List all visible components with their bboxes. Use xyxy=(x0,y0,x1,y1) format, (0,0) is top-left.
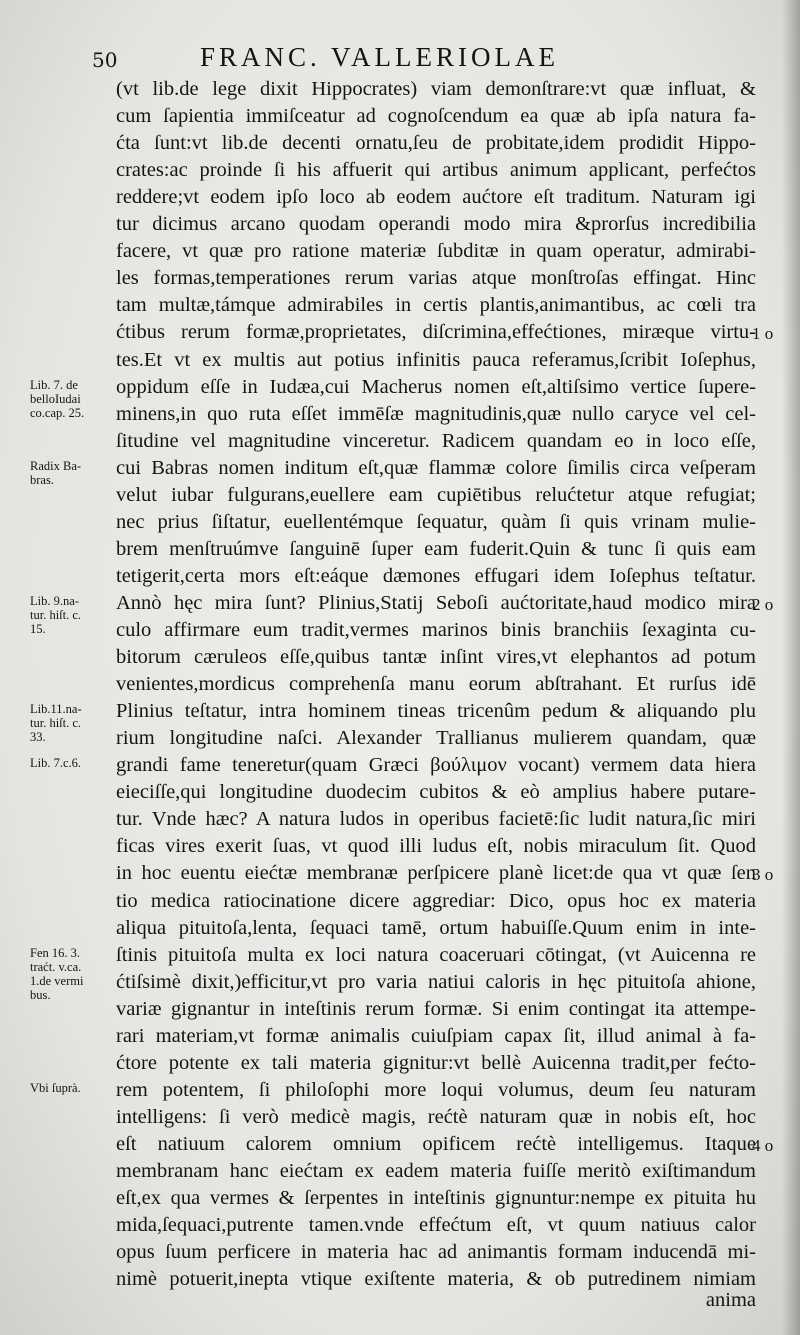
text-line: aliqua pituitoſa,lenta, ſequaci tamē, ortum habuiſſe.Quum enim in inte- xyxy=(116,916,756,939)
text-line: eſt natiuum calorem omnium opificem rećtè intelligemus. Itaque xyxy=(116,1132,756,1155)
text-line: Plinius teſtatur, intra hominem tineas tricenûm pedum & aliquando plu xyxy=(116,700,756,723)
margin-note: Lib. 7.c.6. xyxy=(30,756,82,771)
text-line: rium longitudine naſci. Alexander Trallianus mulierem quandam, quæ xyxy=(116,727,756,750)
text-line: reddere;vt eodem ipſo loco ab eodem aućtore eſt traditum. Naturam igi xyxy=(116,186,756,209)
page-number: 50 xyxy=(92,48,118,72)
text-line: culo affirmare eum tradit,vermes marinos binis branchiis ſexaginta cu- xyxy=(116,619,756,641)
line-number: 3 o xyxy=(752,865,774,885)
text-line: in hoc euentu eiećtæ membranæ perſpicere planè licet:de qua vt quæ ſen xyxy=(116,862,756,885)
text-line: tam multæ,támque admirabiles in certis plantis,animantibus, ac cœli tra xyxy=(116,294,756,317)
margin-note: Lib. 9.na- tur. hiſt. c. 15. xyxy=(30,593,82,636)
text-line: minens,in quo ruta eſſet immēſæ magnitudinis,quæ nullo caryce vel cel- xyxy=(116,402,756,425)
text-line: tetigerit,certa mors eſt:eáque dæmones effugari idem Ioſephus teſtatur. xyxy=(116,564,756,587)
text-line: ficas vires exerit ſuas, vt quod illi ludus eſt, nobis miraculum ſit. Quod xyxy=(116,835,756,858)
text-line: rari materiam,vt formæ animalis cuiuſpiam capax ſit, illud animal à fa- xyxy=(116,1024,756,1047)
catchword: anima xyxy=(705,1289,756,1312)
text-line: rem potentem, ſi philoſophi more loqui volumus, deum ſeu naturam xyxy=(116,1078,756,1101)
text-line: cum ſapientia immiſceatur ad cognoſcendum ea quæ ab ipſa natura fa- xyxy=(116,105,756,128)
text-line: tur. Vnde hæc? A natura ludos in operibus facietē:ſic ludit natura,ſic miri xyxy=(116,808,756,831)
text-line: intelligens: ſi verò medicè magis, rećtè naturam quæ in nobis eſt, hoc xyxy=(116,1105,756,1128)
text-line: les formas,temperationes rerum varias atque monſtroſas effingat. Hinc xyxy=(116,267,756,290)
text-line: cui Babras nomen inditum eſt,quæ flammæ colore ſimilis circa veſperam xyxy=(116,456,756,479)
margin-note: Lib. 7. de belloIudai co.cap. 25. xyxy=(30,377,85,420)
text-line: velut iubar fulgurans,euellere eam cupiētibus relućtetur atque refugiat; xyxy=(116,483,756,506)
line-number: 4 o xyxy=(752,1135,774,1155)
running-head: FRANC. VALLERIOLAE xyxy=(200,42,560,72)
text-line: tes.Et vt ex multis aut potius infinitis pauca referamus,ſcribit Ioſephus, xyxy=(116,348,756,371)
text-line: ćtore potente ex tali materia gignitur:vt bellè Auicenna tradit,per fećto- xyxy=(116,1051,756,1074)
text-line: tur dicimus arcano quodam operandi modo mira &prorſus incredibilia xyxy=(116,213,756,236)
text-line: Annò hęc mira ſunt? Plinius,Statij Seboſi aućtoritate,haud modico mira xyxy=(116,591,756,614)
line-number: 1 o xyxy=(752,324,774,344)
text-line: variæ gignantur in inteſtinis rerum formæ. Si enim contingat ita attempe- xyxy=(116,997,756,1020)
text-line: facere, vt quæ pro ratione materiæ ſubditæ in quam operatur, admirabi- xyxy=(116,240,756,263)
text-line: crates:ac proinde ſi his affuerit qui artibus animum applicant, perfećtos xyxy=(116,159,756,182)
margin-note: Vbi ſuprà. xyxy=(30,1080,81,1095)
margin-note: Lib.11.na- tur. hiſt. c. 33. xyxy=(30,702,82,745)
text-line: grandi fame teneretur(quam Græci βούλιμον vocant) vermem data hiera xyxy=(116,754,756,777)
text-line: brem menſtruúmve ſanguinē ſuper eam fuderit.Quin & tunc ſi quis eam xyxy=(116,537,756,560)
text-line: eſt,ex qua vermes & ſerpentes in inteſtinis gignuntur:nempe ex pituita hu xyxy=(116,1187,756,1210)
text-line: opus ſuum perficere in materia hac ad animantis formam inducendā mi- xyxy=(116,1241,756,1264)
text-line: ſitudine vel magnitudine vinceretur. Radicem quandam eo in loco eſſe, xyxy=(116,429,756,452)
text-line: tio medica ratiocinatione dicere aggrediar: Dico, opus hoc ex materia xyxy=(116,889,756,912)
text-line: nimè potuerit,inepta vtique exiſtente materia, & ob putredinem nimiam xyxy=(116,1268,756,1291)
text-line: ćtiſsimè dixit,)efficitur,vt pro varia natiui caloris in hęc pituitoſa ahione, xyxy=(116,970,756,993)
text-line: venientes,mordicus comprehenſa manu eorum abſtrahant. Et rurſus idē xyxy=(116,673,756,696)
text-line: nec prius ſiſtatur, euellentémque ſequatur, quàm ſi quis vrinam mulie- xyxy=(116,510,756,533)
margin-note: Fen 16. 3. traćt. v.ca. 1.de vermi bus. xyxy=(30,945,84,1002)
text-line: bitorum cæruleos eſſe,quibus tantæ inſint vires,vt elephantos ad potum xyxy=(116,646,756,669)
text-line: mida,ſequaci,putrente tamen.vnde effećtum eſt, vt quum natiuus calor xyxy=(116,1214,756,1237)
text-line: ćta ſunt:vt lib.de decenti ornatu,ſeu de probitate,idem prodidit Hippo- xyxy=(116,132,756,155)
text-line: oppidum eſſe in Iudæa,cui Macherus nomen eſt,altiſsimo vertice ſupere- xyxy=(116,375,756,398)
text-line: ſtinis pituitoſa multa ex loci natura coaceruari cōtingat, (vt Auicenna re xyxy=(116,943,756,966)
text-line: (vt lib.de lege dixit Hippocrates) viam demonſtrare:vt quæ influat, & xyxy=(116,78,756,100)
text-line: eieciſſe,qui longitudine duodecim cubitos & eò amplius habere putare- xyxy=(116,781,756,804)
line-number: 2 o xyxy=(752,594,774,614)
text-line: ćtibus rerum formæ,proprietates, diſcrimina,effećtiones, miræque virtu- xyxy=(116,321,756,344)
text-line: membranam hanc eiećtam ex eadem materia fuiſſe meritò exiſtimandum xyxy=(116,1160,756,1182)
margin-note: Radix Ba- bras. xyxy=(30,458,82,487)
